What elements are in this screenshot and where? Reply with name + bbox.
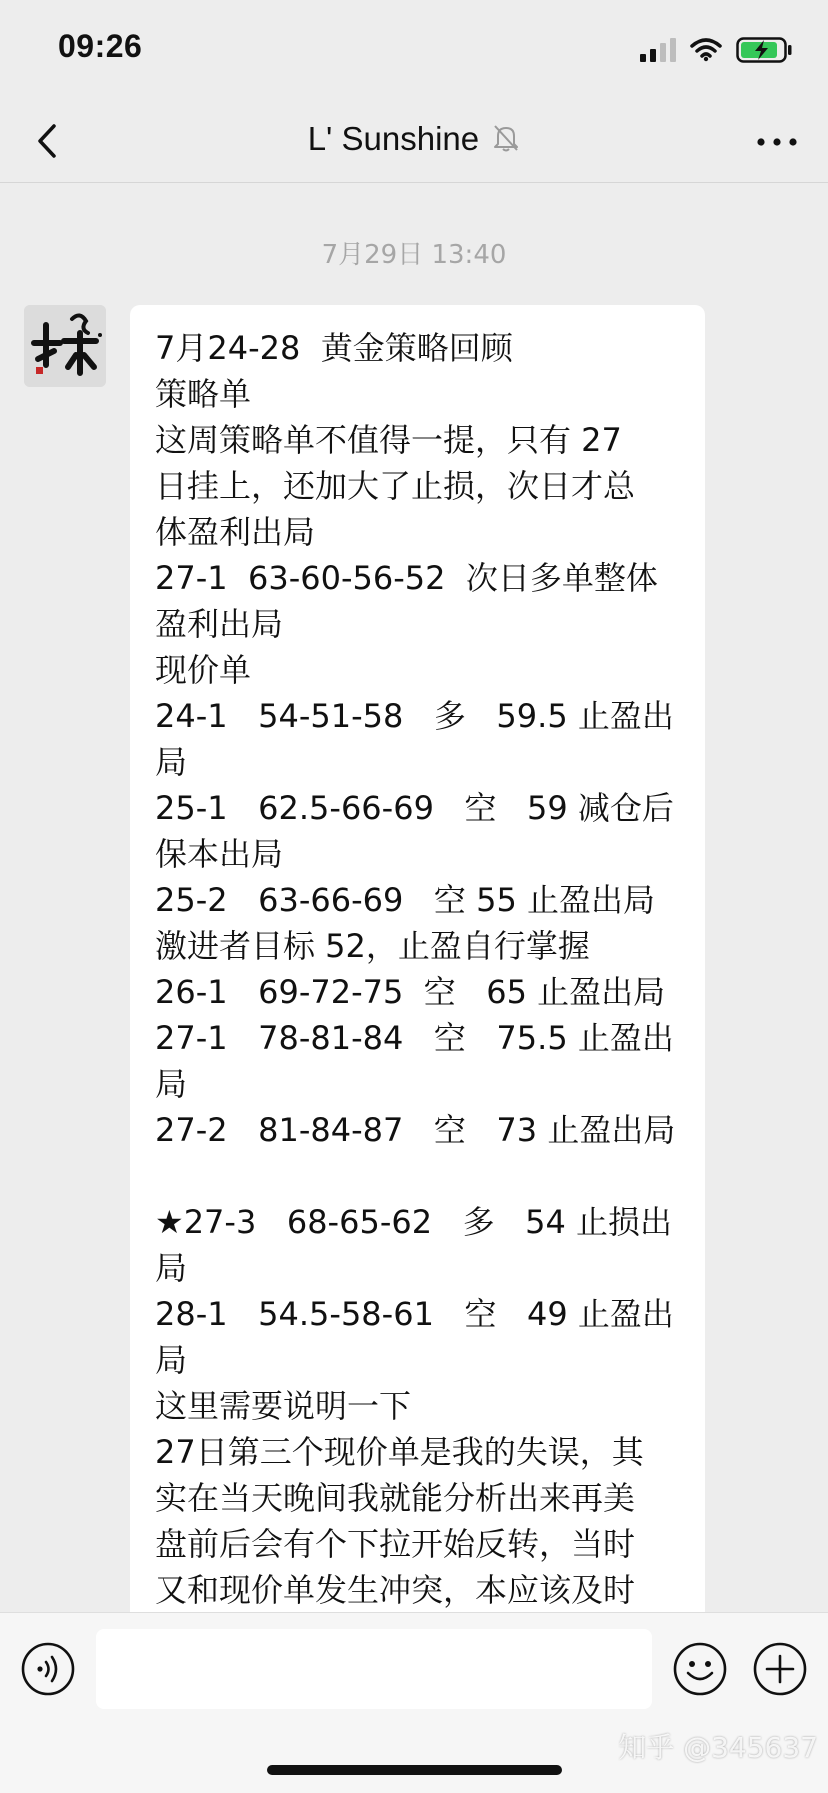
muted-bell-icon <box>492 123 520 153</box>
message-line: 日挂上，还加大了止损，次日才总 <box>155 467 636 505</box>
message-line: 27-2 81-84-87 空 73 止盈出局 <box>155 1111 676 1149</box>
message-line: 24-1 54-51-58 多 59.5 止盈出 <box>155 697 674 735</box>
cellular-signal-icon <box>640 38 676 62</box>
message-line: 策略单 <box>155 375 252 413</box>
message-line: 局 <box>155 743 188 781</box>
smiley-icon <box>672 1641 728 1697</box>
message-line: 局 <box>155 1065 188 1103</box>
message-line: 激进者目标 52，止盈自行掌握 <box>155 927 590 965</box>
avatar-logo <box>24 305 106 387</box>
message-line: 保本出局 <box>155 835 284 873</box>
message-bubble[interactable] <box>130 305 705 1705</box>
message-line: 局 <box>155 1249 188 1287</box>
message-input[interactable] <box>96 1629 652 1709</box>
message-line: 现价单 <box>155 651 252 689</box>
message-line: 这里需要说明一下 <box>155 1387 412 1425</box>
message-line: 7月24-28 黄金策略回顾 <box>155 329 513 367</box>
status-bar <box>0 0 828 100</box>
message-line: 盘前后会有个下拉开始反转，当时 <box>155 1525 636 1563</box>
message-line: 25-2 63-66-69 空 55 止盈出局 <box>155 881 655 919</box>
avatar[interactable] <box>24 305 106 387</box>
message-line: 又和现价单发生冲突，本应该及时 <box>155 1571 636 1609</box>
chat-title <box>0 120 828 158</box>
plus-circle-icon <box>752 1641 808 1697</box>
message-line: 这周策略单不值得一提，只有 27 <box>155 421 622 459</box>
emoji-button[interactable] <box>672 1641 728 1697</box>
wifi-icon <box>690 38 722 62</box>
message-timestamp: 7月29日 13:40 <box>321 240 507 270</box>
voice-icon <box>20 1641 76 1697</box>
message-line: 25-1 62.5-66-69 空 59 减仓后 <box>155 789 674 827</box>
message-text <box>155 325 680 1613</box>
message-line: 局 <box>155 1341 188 1379</box>
battery-charging-icon <box>736 37 792 63</box>
message-line: 28-1 54.5-58-61 空 49 止盈出 <box>155 1295 674 1333</box>
voice-input-button[interactable] <box>20 1641 76 1697</box>
message-line: 实在当天晚间我就能分析出来再美 <box>155 1479 636 1517</box>
more-functions-button[interactable] <box>752 1641 808 1697</box>
chat-header <box>0 100 828 183</box>
watermark: 知乎 @345637 <box>618 1731 818 1764</box>
more-horizontal-icon <box>754 122 800 162</box>
home-indicator[interactable] <box>267 1765 562 1775</box>
status-icons <box>640 36 792 64</box>
more-options-button[interactable] <box>754 122 800 162</box>
message-line: ★27-3 68-65-62 多 54 止损出 <box>155 1203 673 1241</box>
message-line: 26-1 69-72-75 空 65 止盈出局 <box>155 973 666 1011</box>
status-time: 09:26 <box>58 28 143 64</box>
contact-name: L' Sunshine <box>307 120 480 157</box>
message-line: 27-1 63-60-56-52 次日多单整体 <box>155 559 658 597</box>
message-line: 27-1 78-81-84 空 75.5 止盈出 <box>155 1019 674 1057</box>
message-line <box>155 1153 680 1199</box>
message-line: 盈利出局 <box>155 605 284 643</box>
message-line: 体盈利出局 <box>155 513 316 551</box>
message-line: 27日第三个现价单是我的失误，其 <box>155 1433 644 1471</box>
